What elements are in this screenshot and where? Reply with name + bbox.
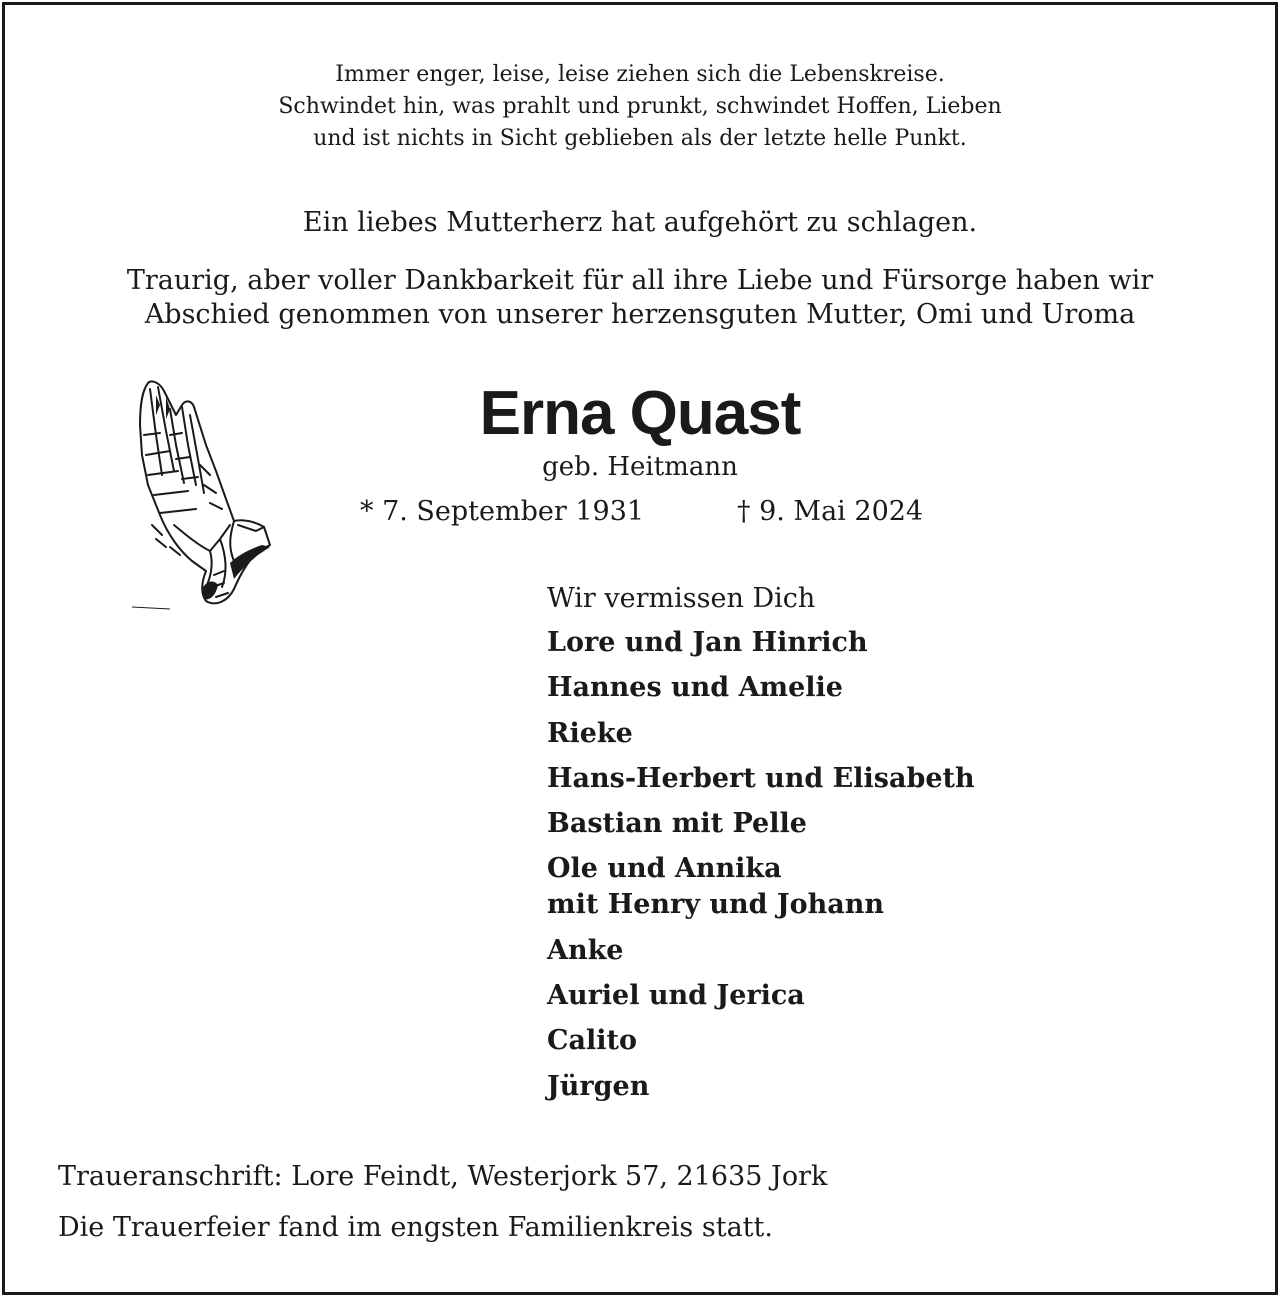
maiden-name: geb. Heitmann — [542, 452, 738, 482]
mourner-name: Lore und Jan Hinrich — [547, 627, 868, 658]
mourning-address: Traueranschrift: Lore Feindt, Westerjork 57, 21635 Jork — [58, 1161, 828, 1192]
poem-line: und ist nichts in Sicht geblieben als der letzte helle Punkt. — [313, 126, 967, 151]
mourner-name: Anke — [547, 934, 624, 966]
poem — [5, 59, 1275, 155]
mourners-list — [547, 581, 975, 1114]
mourner-name: Hans-Herbert und Elisabeth — [547, 762, 975, 794]
ceremony-note: Die Trauerfeier fand im engsten Familienkreis statt. — [58, 1212, 773, 1243]
announcement-line: Abschied genommen von unserer herzensguten Mutter, Omi und Uroma — [144, 299, 1136, 330]
deceased-name: Erna Quast — [479, 379, 801, 448]
mourner-name: Calito — [547, 1025, 637, 1057]
poem-line: Schwindet hin, was prahlt und prunkt, schwindet Hoffen, Lieben — [278, 94, 1002, 119]
mourner-name: Bastian mit Pelle — [547, 808, 807, 840]
mourner-name: Ole und Annika mit Henry und Johann — [547, 853, 885, 921]
mourner-name: Jürgen — [547, 1070, 650, 1102]
announcement-text — [5, 264, 1275, 332]
mourner-name: Hannes und Amelie — [547, 672, 843, 704]
obituary-notice — [2, 2, 1278, 1295]
mourners-heading: Wir vermissen Dich — [547, 583, 816, 614]
announcement-line: Traurig, aber voller Dankbarkeit für all ihre Liebe und Fürsorge haben wir — [126, 265, 1154, 296]
mourner-name: Rieke — [547, 717, 633, 749]
intro-text: Ein liebes Mutterherz hat aufgehört zu schlagen. — [302, 207, 978, 238]
birth-date: * 7. September 1931 — [360, 496, 645, 527]
death-date: † 9. Mai 2024 — [737, 496, 924, 527]
mourner-name: Auriel und Jerica — [547, 980, 805, 1012]
poem-line: Immer enger, leise, leise ziehen sich die Lebenskreise. — [335, 62, 945, 87]
